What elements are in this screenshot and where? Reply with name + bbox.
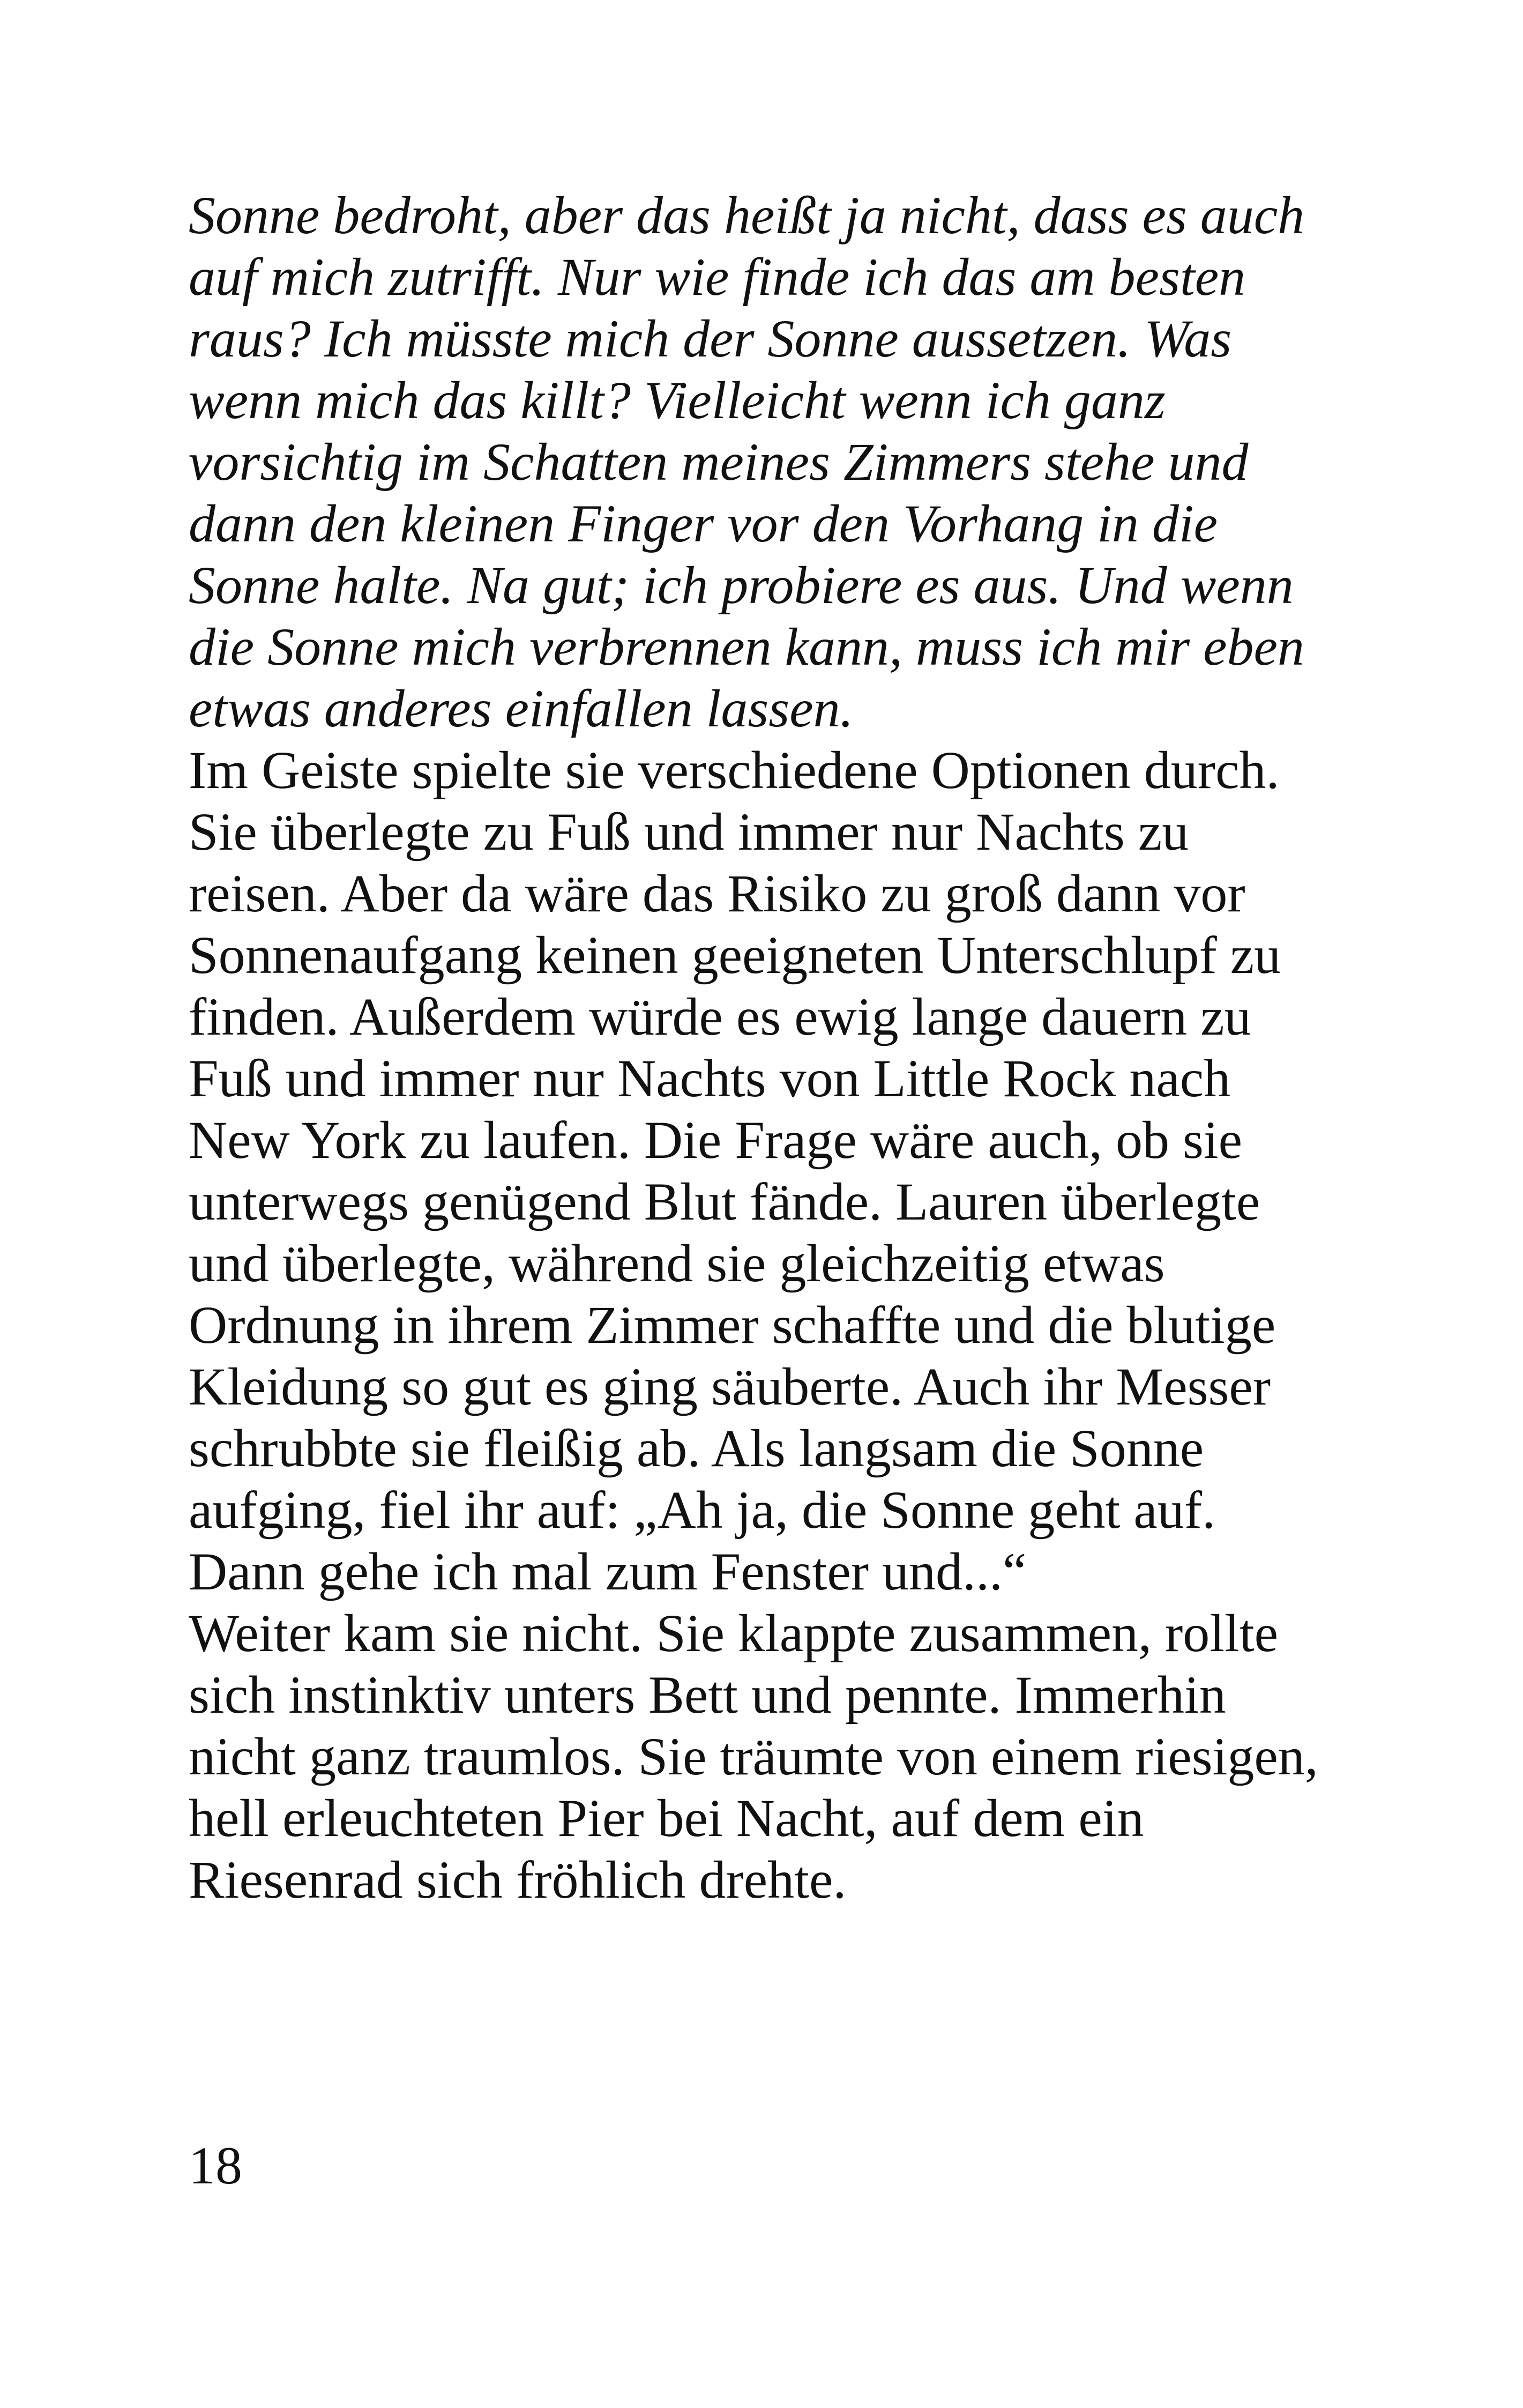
text-line: Im Geiste spielte sie verschiedene Optionen durch. bbox=[189, 740, 1280, 800]
text-line: Ordnung in ihrem Zimmer schaffte und die blutige bbox=[189, 1295, 1276, 1355]
text-line: und überlegte, während sie gleichzeitig etwas bbox=[189, 1233, 1165, 1293]
text-line: unterwegs genügend Blut fände. Lauren überlegte bbox=[189, 1172, 1260, 1231]
text-line: Riesenrad sich fröhlich drehte. bbox=[189, 1850, 847, 1909]
text-line: sich instinktiv unters Bett und pennte. Immerhin bbox=[189, 1665, 1226, 1725]
italic-text-line: raus? Ich müsste mich der Sonne aussetzen. Was bbox=[189, 309, 1232, 368]
text-line: finden. Außerdem würde es ewig lange dauern zu bbox=[189, 987, 1251, 1046]
italic-text-line: die Sonne mich verbrennen kann, muss ich mir eben bbox=[189, 617, 1304, 677]
italic-text-line: wenn mich das killt? Vielleicht wenn ich ganz bbox=[189, 370, 1166, 430]
text-line: Weiter kam sie nicht. Sie klappte zusammen, rollte bbox=[189, 1603, 1279, 1663]
text-line: hell erleuchteten Pier bei Nacht, auf dem ein bbox=[189, 1788, 1144, 1848]
text-line: Sonnenaufgang keinen geeigneten Unterschlupf zu bbox=[189, 925, 1281, 985]
page-number: 18 bbox=[189, 2136, 242, 2195]
text-line: Dann gehe ich mal zum Fenster und...“ bbox=[189, 1542, 1027, 1601]
italic-text-line: etwas anderes einfallen lassen. bbox=[189, 679, 854, 738]
text-line: Fuß und immer nur Nachts von Little Rock nach bbox=[189, 1049, 1231, 1108]
text-line: Kleidung so gut es ging säuberte. Auch ihr Messer bbox=[189, 1357, 1271, 1416]
italic-text-line: vorsichtig im Schatten meines Zimmers stehe und bbox=[189, 432, 1249, 492]
italic-text-line: Sonne bedroht, aber das heißt ja nicht, dass es auch bbox=[189, 185, 1305, 245]
text-line: New York zu laufen. Die Frage wäre auch, ob sie bbox=[189, 1110, 1243, 1170]
body-text bbox=[189, 184, 1357, 1911]
text-line: schrubbte sie fleißig ab. Als langsam die Sonne bbox=[189, 1418, 1204, 1478]
text-line: reisen. Aber da wäre das Risiko zu groß dann vor bbox=[189, 864, 1245, 923]
italic-text-line: Sonne halte. Na gut; ich probiere es aus. Und wenn bbox=[189, 555, 1294, 615]
text-line: Sie überlegte zu Fuß und immer nur Nachts zu bbox=[189, 802, 1189, 861]
italic-text-line: dann den kleinen Finger vor den Vorhang in die bbox=[189, 494, 1218, 553]
italic-text-line: auf mich zutrifft. Nur wie finde ich das am besten bbox=[189, 247, 1246, 307]
text-line: aufging, fiel ihr auf: „Ah ja, die Sonne geht auf. bbox=[189, 1480, 1216, 1540]
text-line: nicht ganz traumlos. Sie träumte von einem riesigen, bbox=[189, 1727, 1318, 1786]
